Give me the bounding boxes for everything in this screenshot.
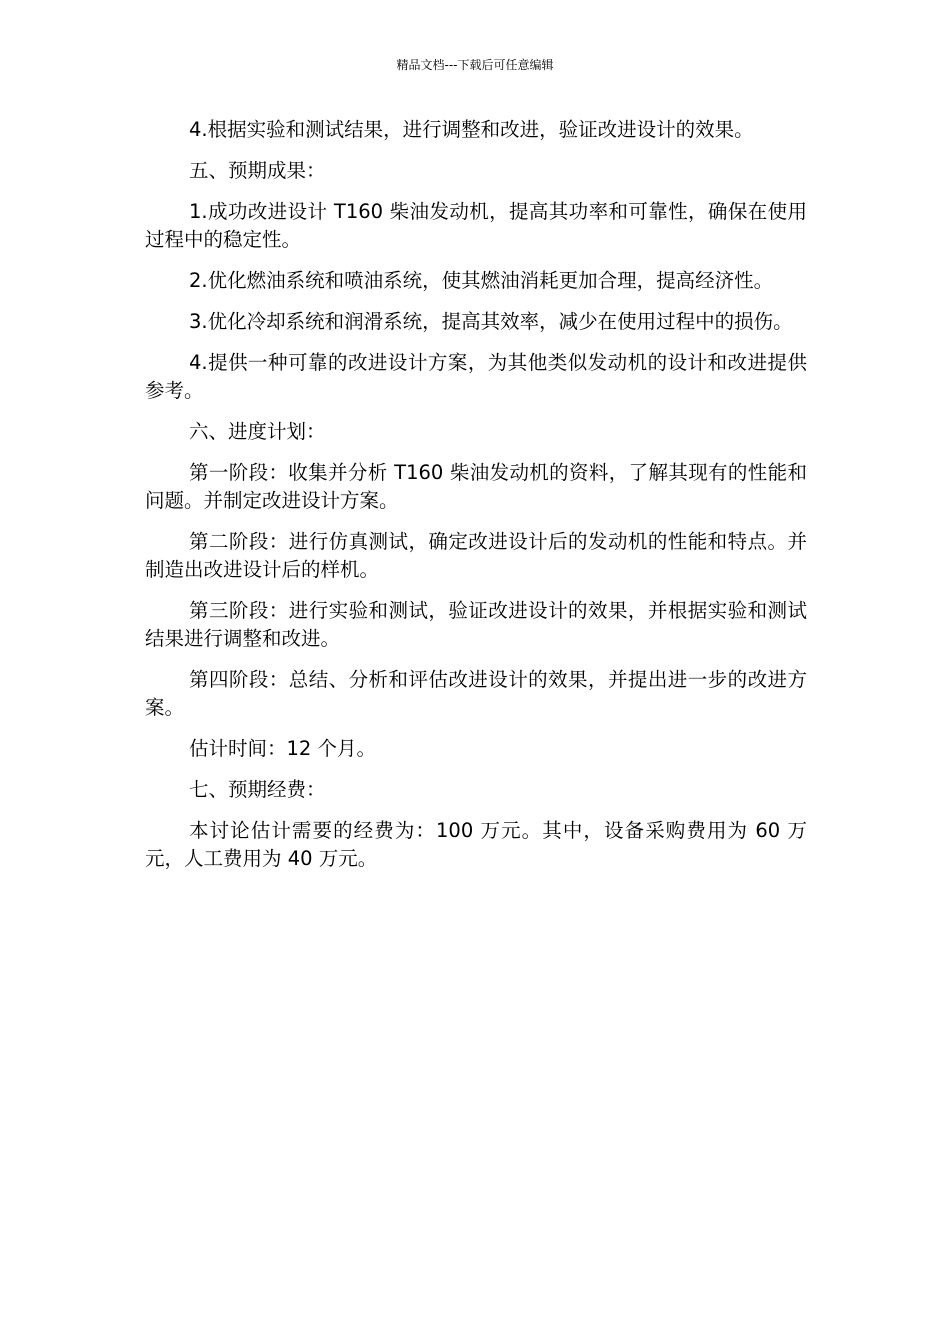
paragraph-result-2: 2.优化燃油系统和喷油系统，使其燃油消耗更加合理，提高经济性。 [189,269,774,292]
page-header: 精品文档---下载后可任意编辑 [396,58,554,72]
paragraph-phase-4: 第四阶段：总结、分析和评估改进设计的效果，并提出进一步的改进方案。 [145,668,807,719]
document-body [145,116,807,886]
section-heading-schedule: 六、进度计划： [189,420,326,443]
paragraph-step-4: 4.根据实验和测试结果，进行调整和改进，验证改进设计的效果。 [189,118,754,141]
paragraph-result-3: 3.优化冷却系统和润滑系统，提高其效率，减少在使用过程中的损伤。 [189,310,793,333]
paragraph-budget: 本讨论估计需要的经费为：100 万元。其中，设备采购费用为 60 万元，人工费用为 40 万元。 [145,819,807,870]
paragraph-estimated-time: 估计时间：12 个月。 [189,737,377,760]
paragraph-phase-2: 第二阶段：进行仿真测试，确定改进设计后的发动机的性能和特点。并制造出改进设计后的样机。 [145,530,807,581]
paragraph-result-1: 1.成功改进设计 T160 柴油发动机，提高其功率和可靠性，确保在使用过程中的稳定性。 [145,200,807,251]
paragraph-phase-1: 第一阶段：收集并分析 T160 柴油发动机的资料，了解其现有的性能和问题。并制定改进设计方案。 [145,461,807,512]
paragraph-phase-3: 第三阶段：进行实验和测试，验证改进设计的效果，并根据实验和测试结果进行调整和改进。 [145,599,807,650]
section-heading-budget: 七、预期经费： [189,778,326,801]
section-heading-expected-results: 五、预期成果： [189,159,326,182]
paragraph-result-4: 4.提供一种可靠的改进设计方案，为其他类似发动机的设计和改进提供参考。 [145,351,807,402]
